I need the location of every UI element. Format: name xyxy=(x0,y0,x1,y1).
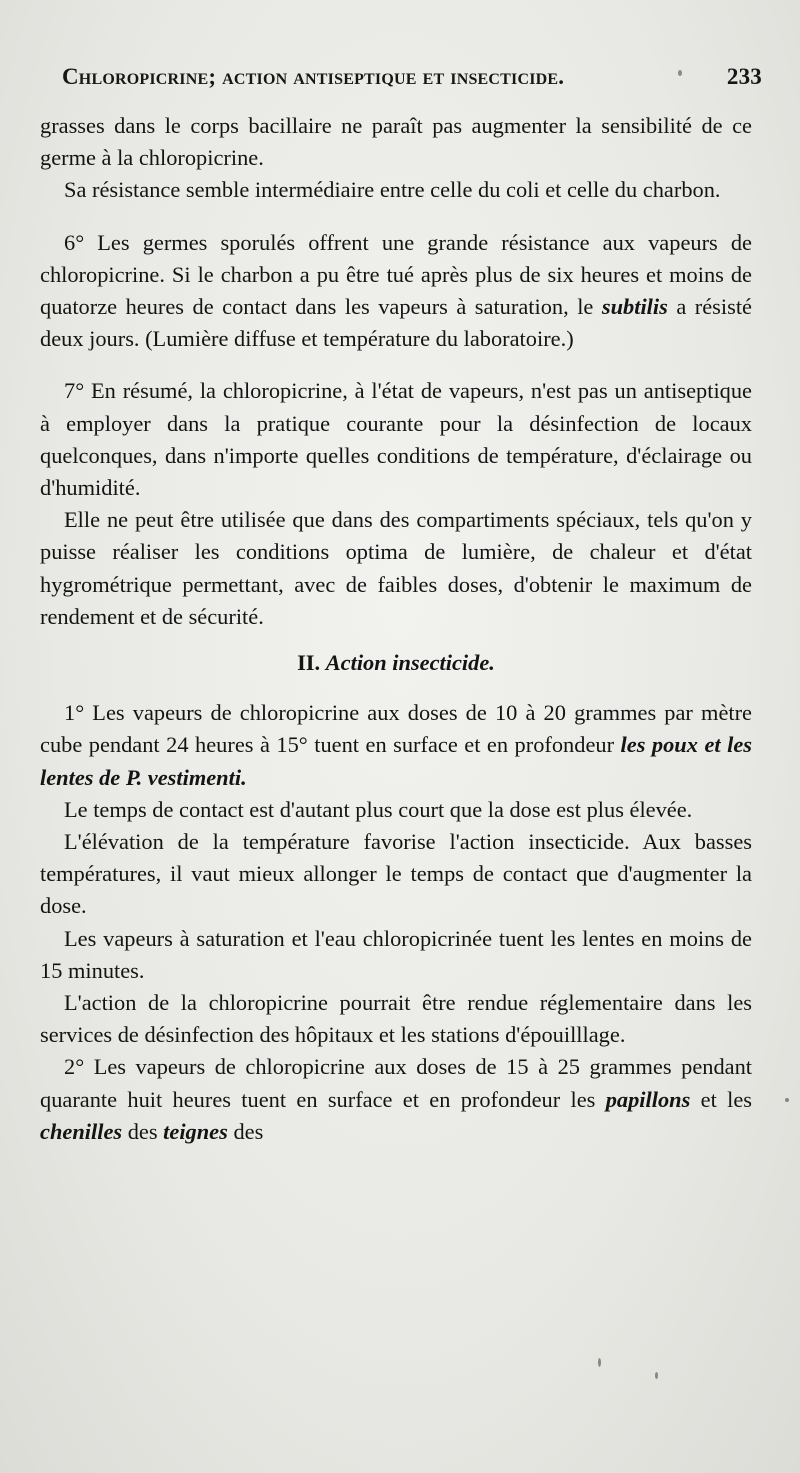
section-number: II. xyxy=(297,650,321,676)
body-text xyxy=(40,110,752,1148)
paragraph xyxy=(40,227,752,356)
running-title: Chloropicrine; action antiseptique et insecticide. xyxy=(62,64,565,89)
scan-speck xyxy=(598,1358,601,1367)
italic-term: subtilis xyxy=(601,294,668,320)
section-name: Action insecticide. xyxy=(325,650,495,676)
paragraph: 7° En résumé, la chloropicrine, à l'état de vapeurs, n'est pas un antiseptique à employer dans la pratique courante pour la désinfection de locaux quelconques, dans n'importe quelles conditions de température, d'éclairage ou d'humidité. xyxy=(40,378,752,501)
text-run: et les xyxy=(690,1086,752,1112)
paragraph xyxy=(40,1051,752,1148)
page-number: 233 xyxy=(726,64,762,89)
paragraph xyxy=(40,697,752,794)
text-run: 6° Les germes sporulés offrent une grande résistance aux vapeurs de chloropicrine. Si le charbon a pu être tué après plus de six heures et moins de quatorze heures de contact dans les vapeurs à saturation, le xyxy=(40,229,752,320)
text-run: 2° Les vapeurs de chloropicrine aux doses de 15 à 25 grammes pendant quarante huit heures tuent en surface et en profondeur les xyxy=(40,1054,752,1112)
italic-term: les poux et les lentes de P. vestimenti. xyxy=(40,732,752,790)
paragraph: L'élévation de la température favorise l'action insecticide. Aux basses températures, il vaut mieux allonger le temps de contact que d'augmenter la dose. xyxy=(40,829,752,919)
paragraph: Elle ne peut être utilisée que dans des compartiments spéciaux, tels qu'on y puisse réaliser les conditions optima de lumière, de chaleur et d'état hygrométrique permettant, avec de faibles doses, d'obtenir le maximum de rendement et de sécurité. xyxy=(40,507,752,629)
paragraph: Le temps de contact est d'autant plus court que la dose est plus élevée. xyxy=(64,796,693,822)
paragraph: Les vapeurs à saturation et l'eau chloropicrinée tuent les lentes en moins de 15 minutes. xyxy=(40,925,752,983)
running-header xyxy=(62,64,762,98)
italic-term: teignes xyxy=(163,1118,228,1144)
text-run: 1° Les vapeurs de chloropicrine aux doses de 10 à 20 grammes par mètre cube pendant 24 heures à 15° tuent en surface et en profondeur xyxy=(40,700,752,758)
text-run: a résisté deux jours. (Lumière diffuse et température du laboratoire.) xyxy=(40,294,752,352)
scan-speck xyxy=(678,70,682,76)
italic-term: papillons xyxy=(605,1086,691,1112)
paragraph: grasses dans le corps bacillaire ne paraît pas augmenter la sensibilité de ce germe à la chloropicrine. xyxy=(40,113,752,171)
text-run: des xyxy=(122,1118,164,1144)
paragraph: L'action de la chloropicrine pourrait être rendue réglementaire dans les services de désinfection des hôpitaux et les stations d'épouilllage. xyxy=(40,990,752,1048)
text-run: des xyxy=(227,1118,264,1144)
scan-speck xyxy=(655,1372,658,1379)
paragraph: Sa résistance semble intermédiaire entre celle du coli et celle du charbon. xyxy=(64,177,721,203)
section-heading xyxy=(40,647,752,679)
scan-speck xyxy=(785,1098,789,1102)
italic-term: chenilles xyxy=(40,1118,123,1144)
